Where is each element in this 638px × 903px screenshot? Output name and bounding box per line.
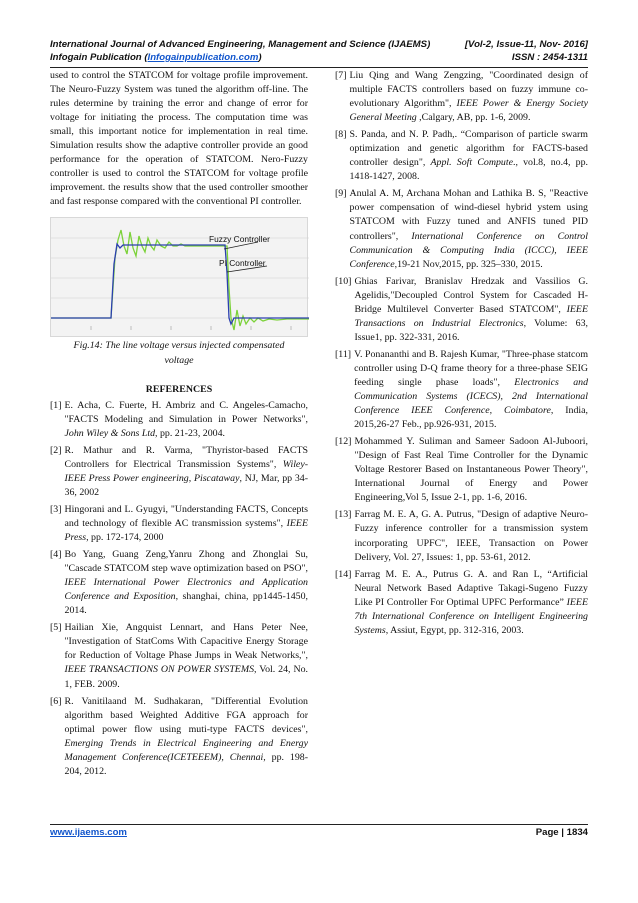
references-list-left bbox=[50, 399, 308, 779]
reference-authors-title: V. Ponananthi and B. Rajesh Kumar, "Three-phase statcom controller using D-Q frame theory for a three-phase SEIG feeding single phase loads", bbox=[354, 348, 588, 388]
reference-number: [12] bbox=[335, 436, 352, 448]
reference-venue: Electronics and Communication Systems (ICECS), 2nd International Conference IEEE Conference, Coimbatore bbox=[354, 376, 589, 417]
reference-details: , shanghai, china, pp1445-1450, 2014. bbox=[64, 591, 309, 617]
reference-number: [14] bbox=[335, 568, 352, 580]
reference-authors-title: R. Mathur and R. Varma, "Thyristor-based FACTS Controllers for Electrical Transmission Systems", bbox=[64, 444, 308, 470]
pi-controller-trace bbox=[51, 244, 309, 324]
reference-item bbox=[335, 435, 588, 505]
figure-14 bbox=[50, 217, 308, 337]
journal-title: International Journal of Advanced Engineering, Management and Science (IJAEMS) bbox=[50, 39, 431, 50]
figure-caption bbox=[50, 339, 308, 367]
reference-number: [6] bbox=[50, 695, 62, 707]
reference-authors-title: R. Vanitilaand M. Sudhakaran, "Differential Evolution algorithm based Weighted Additive FGA approach for optimal power flow using muti-type FACTS devices", bbox=[64, 695, 308, 735]
reference-venue: IEEE Press bbox=[64, 517, 308, 544]
reference-venue: John Wiley & Sons Ltd bbox=[64, 427, 156, 439]
reference-authors-title: Farrag M. E. A, G. A. Putrus, "Design of adaptive Neuro-Fuzzy inference controller for a transmission system incorporating UPFC", IEEE, Transaction on Power Delivery, Vol. 27, Issues: 1, pp. 53-61, 2012. bbox=[354, 509, 588, 563]
reference-text bbox=[350, 187, 588, 271]
caption-line-2: voltage bbox=[164, 354, 194, 366]
reference-details: , Vol. 24, No. 1, FEB. 2009. bbox=[64, 664, 308, 690]
reference-item bbox=[335, 187, 588, 271]
reference-text bbox=[65, 548, 308, 618]
right-column bbox=[335, 69, 588, 641]
reference-item bbox=[50, 399, 308, 441]
fuzzy-controller-label: Fuzzy Controller bbox=[209, 234, 270, 245]
pi-controller-label: PI Controller bbox=[219, 258, 266, 269]
reference-item bbox=[335, 568, 588, 638]
page-number: Page | 1834 bbox=[535, 827, 588, 838]
page-footer bbox=[50, 827, 588, 838]
reference-text bbox=[65, 503, 308, 545]
reference-item bbox=[335, 69, 588, 125]
references-list-right bbox=[335, 69, 588, 638]
reference-text bbox=[65, 695, 308, 779]
reference-authors-title: Anulal A. M, Archana Mohan and Lathika B. S, "Reactive power compensation of wind-diesel hybrid ystem using STATCOM with Fuzzy tuned and ANFIS tuned PID controllers", bbox=[349, 188, 588, 242]
body-paragraph: used to control the STATCOM for voltage profile improvement. The Neuro-Fuzzy System was tuned the algorithm off-line. The rules determine by training the error and change of error for voltage for initiating the process. The computation time was small, this important notice for implementation in real time. Simulation results show the adaptive controller provide an good performance for the operation of STATCOM. Nero-Fuzzy controller is used to control the STATCOM for voltage profile improvement. the results show that the used controller smoother and fast response compared with the conventional PI controller. bbox=[50, 70, 308, 208]
reference-authors-title: Hailian Xie, Angquist Lennart, and Hans Peter Nee, "Investigation of StatComs With Capacitive Energy Storage for Reduction of Voltage Phase Jumps in Weak Networks,", bbox=[64, 622, 308, 662]
reference-text bbox=[65, 399, 308, 441]
reference-authors-title: Hingorani and L. Gyugyi, "Understanding FACTS, Concepts and technology of flexible AC transmission systems", bbox=[64, 503, 308, 529]
reference-item bbox=[335, 348, 588, 432]
issn: ISSN : 2454-1311 bbox=[511, 52, 588, 63]
reference-details: , India, 2015,26-27 Feb., pp.926-931, 2015. bbox=[354, 405, 588, 431]
reference-number: [11] bbox=[335, 348, 352, 360]
header-divider bbox=[50, 67, 588, 68]
reference-item bbox=[50, 548, 308, 618]
reference-venue: IEEE International Power Electronics and Application Conference and Exposition bbox=[64, 577, 308, 603]
reference-text bbox=[354, 275, 588, 345]
figure-plot bbox=[51, 218, 309, 338]
reference-number: [8] bbox=[335, 129, 347, 141]
reference-authors-title: Farrag M. E. A., Putrus G. A. and Ran L, “Artificial Neural Network Based Adaptive Takagi-Sugeno Fuzzy Like PI Controller For Optimal UPFC Performance” bbox=[354, 568, 588, 608]
reference-venue: Appl. Soft Compute bbox=[430, 157, 513, 169]
reference-venue: Emerging Trends in Electrical Engineering and Energy Management Conference(ICETEEEM), Chennai bbox=[64, 737, 308, 763]
reference-details: ,Calgary, AB, pp. 1-6, 2009. bbox=[416, 112, 531, 124]
reference-venue: Wiley-IEEE Press Power engineering, Piscataway bbox=[64, 458, 308, 484]
reference-item bbox=[335, 128, 588, 184]
reference-text bbox=[354, 435, 588, 505]
reference-item bbox=[50, 621, 308, 691]
site-link[interactable]: www.ijaems.com bbox=[50, 827, 127, 838]
publisher bbox=[50, 51, 262, 64]
header-row-1 bbox=[50, 38, 588, 51]
publisher-link[interactable]: Infogainpublication.com bbox=[147, 52, 259, 63]
reference-text bbox=[354, 508, 588, 564]
reference-text bbox=[354, 568, 588, 638]
reference-item bbox=[50, 444, 308, 500]
reference-number: [9] bbox=[335, 188, 347, 200]
reference-text bbox=[350, 69, 588, 125]
reference-text bbox=[350, 128, 588, 184]
reference-number: [13] bbox=[335, 509, 352, 521]
reference-item bbox=[50, 503, 308, 545]
reference-details: , pp. 198-204, 2012. bbox=[64, 751, 308, 777]
reference-details: , Assiut, Egypt, pp. 312-316, 2003. bbox=[385, 624, 524, 636]
footer-divider bbox=[50, 824, 588, 825]
reference-details: ., vol.8, no.4, pp. 1418-1427, 2008. bbox=[349, 157, 588, 183]
reference-venue: International Conference on Control Communication & Computing India (ICCC), IEEE Conference bbox=[349, 230, 588, 270]
header-row-2 bbox=[50, 51, 588, 64]
reference-venue: IEEE TRANSACTIONS ON POWER SYSTEMS bbox=[64, 664, 255, 676]
reference-venue: IEEE Power & Energy Society General Meeting bbox=[349, 98, 588, 124]
reference-number: [10] bbox=[335, 275, 352, 287]
reference-number: [4] bbox=[50, 549, 62, 561]
reference-authors-title: Mohammed Y. Suliman and Sameer Sadoon Al-Juboori, "Design of Fast Real Time Controller for the Dynamic Voltage Restorer Based on Instantaneous Power Theory", International Journal of Energy and Power Engineering,Vol 5, Issue 2-1, pp. 1-6, 2016. bbox=[354, 436, 588, 504]
reference-number: [1] bbox=[50, 399, 62, 411]
page-header bbox=[50, 38, 588, 64]
reference-authors-title: S. Panda, and N. P. Padh,. “Comparison of particle swarm optimization and genetic algorithm for FACTS-based controller design", bbox=[349, 129, 588, 169]
reference-authors-title: E. Acha, C. Fuerte, H. Ambriz and C. Angeles-Camacho, "FACTS Modeling and Simulation in Power Networks", bbox=[64, 399, 308, 425]
reference-number: [7] bbox=[335, 70, 347, 81]
volume-info: [Vol-2, Issue-11, Nov- 2016] bbox=[464, 39, 588, 50]
publisher-suffix: ) bbox=[258, 52, 262, 63]
reference-details: ,19-21 Nov,2015, pp. 325–330, 2015. bbox=[394, 258, 543, 270]
reference-text bbox=[354, 348, 588, 432]
reference-authors-title: Liu Qing and Wang Zengzing, "Coordinated design of multiple FACTS controllers based on fuzzy immune co-evolutionary Algorithm", bbox=[349, 70, 588, 110]
reference-details: , pp. 21-23, 2004. bbox=[155, 427, 225, 439]
reference-details: , Volume: 63, Issue1, pp. 322-331, 2016. bbox=[354, 317, 589, 343]
reference-text bbox=[65, 621, 308, 691]
caption-line-1: Fig.14: The line voltage versus injected compensated bbox=[73, 340, 285, 352]
references-heading: REFERENCES bbox=[145, 383, 213, 395]
publisher-prefix: Infogain Publication ( bbox=[50, 52, 148, 63]
reference-number: [5] bbox=[50, 622, 62, 634]
reference-item bbox=[335, 508, 588, 564]
reference-venue: IEEE Transactions on Industrial Electronics bbox=[354, 303, 588, 329]
reference-item bbox=[50, 695, 308, 779]
reference-authors-title: Bo Yang, Guang Zeng,Yanru Zhong and Zhonglai Su, "Cascade STATCOM step wave optimization based on PSO", bbox=[64, 549, 308, 575]
reference-number: [2] bbox=[50, 444, 62, 456]
reference-venue: IEEE 7th International Conference on Intelligent Engineering Systems bbox=[354, 596, 588, 636]
reference-number: [3] bbox=[50, 503, 62, 515]
reference-details: , pp. 172-174, 2000 bbox=[86, 532, 164, 544]
reference-text bbox=[65, 444, 308, 500]
reference-authors-title: Ghias Farivar, Branislav Hredzak and Vassilios G. Agelidis,"Decoupled Control System for Cascaded H-Bridge Multilevel Converter Based STATCOM", bbox=[354, 275, 588, 315]
left-column bbox=[50, 69, 308, 782]
reference-item bbox=[335, 275, 588, 345]
reference-details: , NJ, Mar, pp 34-36, 2002 bbox=[64, 472, 308, 498]
